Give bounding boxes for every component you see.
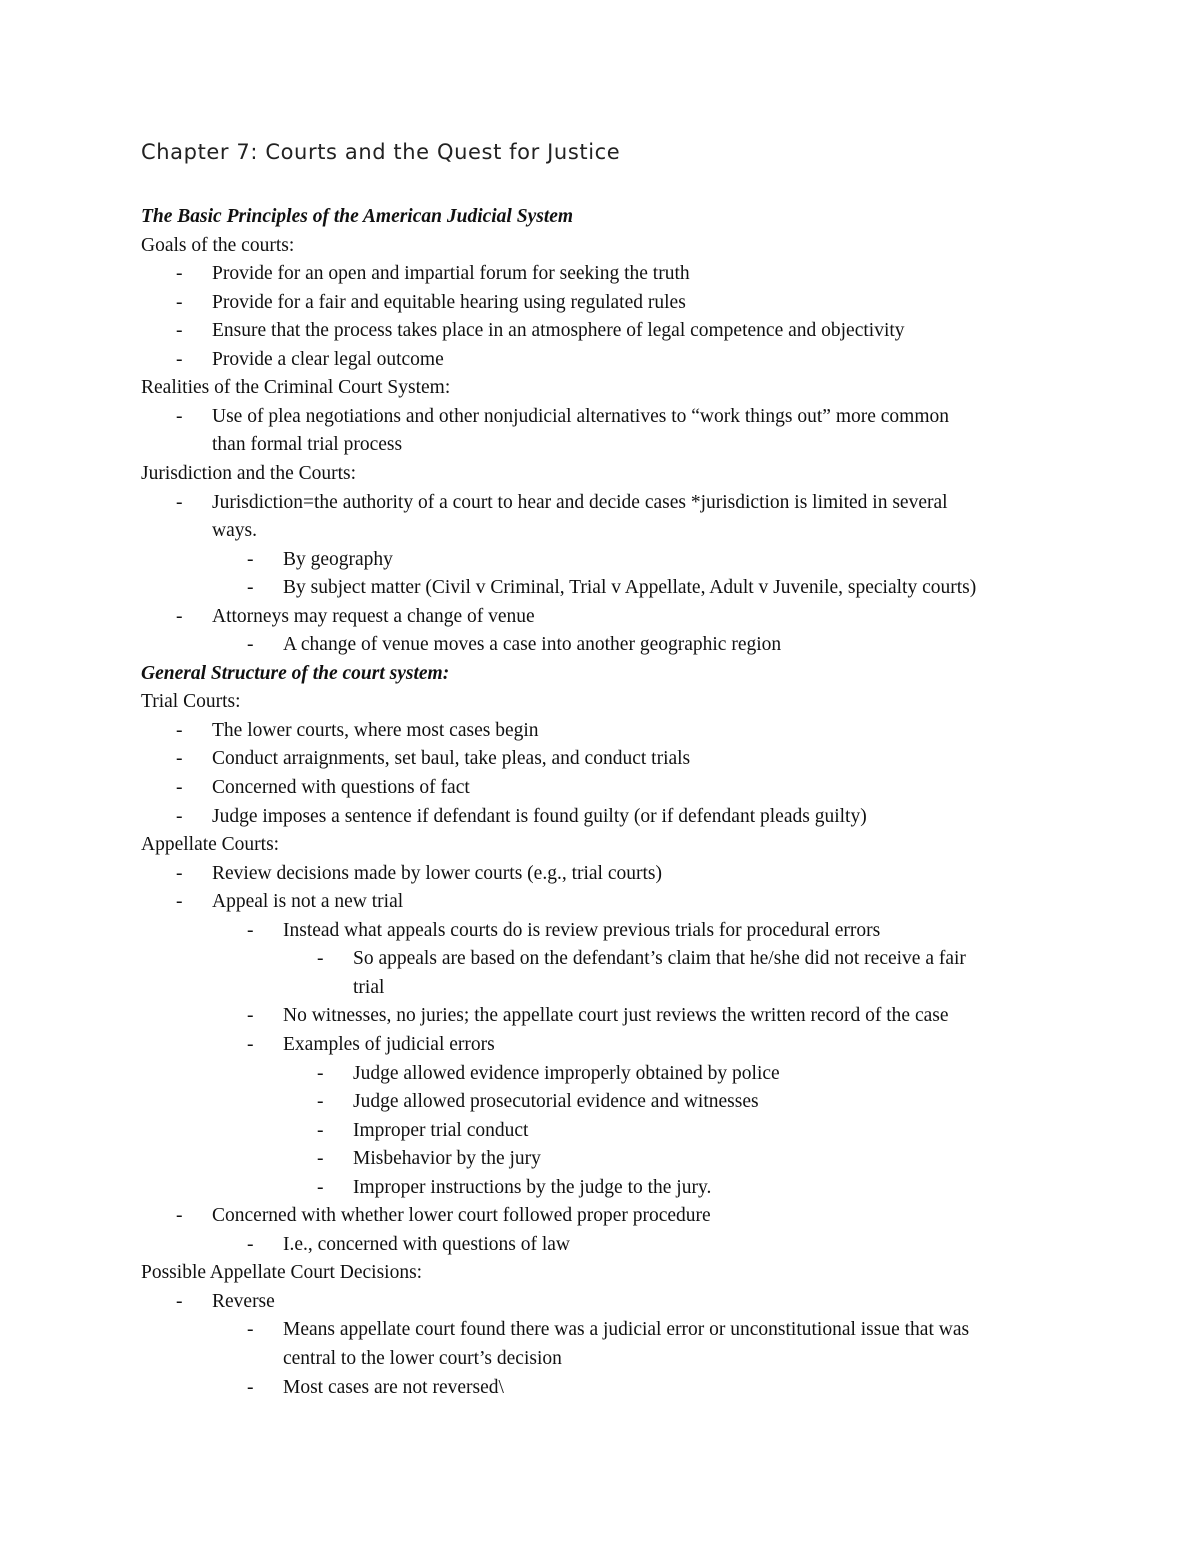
list-item-text: Judge imposes a sentence if defendant is found guilty (or if defendant pleads guilty) — [212, 805, 867, 827]
subheading-line: Jurisdiction and the Courts: — [141, 462, 357, 484]
list-item-text: Concerned with questions of fact — [212, 777, 470, 798]
bullet-dash: - — [317, 1119, 324, 1141]
bullet-dash: - — [176, 891, 183, 913]
list-item-text: Provide for an open and impartial forum for seeking the truth — [212, 263, 690, 285]
list-item-text: Jurisdiction=the authority of a court to hear and decide cases *jurisdiction is limited in several — [212, 491, 948, 513]
list-item-text: Review decisions made by lower courts (e.g., trial courts) — [212, 862, 662, 884]
bullet-dash: - — [247, 1233, 254, 1255]
bullet-dash: - — [176, 263, 183, 285]
list-item-text: Misbehavior by the jury — [353, 1148, 541, 1170]
list-item-text: Concerned with whether lower court followed proper procedure — [212, 1205, 711, 1227]
bullet-dash: - — [247, 1005, 254, 1027]
subheading-line: Possible Appellate Court Decisions: — [141, 1262, 423, 1284]
list-item-text: Examples of judicial errors — [283, 1033, 495, 1055]
bullet-dash: - — [317, 1091, 324, 1113]
list-item-text: Use of plea negotiations and other nonjudicial alternatives to “work things out” more common — [212, 405, 950, 427]
bullet-dash: - — [176, 320, 183, 342]
list-item-text: Reverse — [212, 1290, 275, 1312]
subheading-line: Realities of the Criminal Court System: — [141, 377, 451, 399]
list-item-text: The lower courts, where most cases begin — [212, 719, 539, 741]
list-item-text: Judge allowed prosecutorial evidence and witnesses — [353, 1091, 759, 1113]
list-item-text: Improper instructions by the judge to the jury. — [353, 1176, 712, 1198]
bullet-dash: - — [247, 919, 254, 941]
section-heading: The Basic Principles of the American Judicial System — [141, 206, 574, 227]
list-item-text: A change of venue moves a case into another geographic region — [283, 634, 782, 656]
list-item-text: Attorneys may request a change of venue — [212, 605, 535, 627]
bullet-dash: - — [176, 748, 183, 770]
list-item-text: ways. — [212, 520, 257, 542]
bullet-dash: - — [247, 548, 254, 570]
bullet-dash: - — [247, 1376, 254, 1398]
subheading-line: Trial Courts: — [141, 691, 241, 713]
bullet-dash: - — [317, 948, 324, 970]
bullet-dash: - — [176, 777, 183, 798]
bullet-dash: - — [247, 634, 254, 656]
list-item-text: Means appellate court found there was a judicial error or unconstitutional issue that was — [283, 1319, 970, 1341]
list-item-text: Ensure that the process takes place in an atmosphere of legal competence and objectivity — [212, 320, 905, 342]
bullet-dash: - — [176, 719, 183, 741]
list-item-text: Improper trial conduct — [353, 1119, 529, 1141]
subheading-line: Goals of the courts: — [141, 234, 295, 256]
bullet-dash: - — [176, 291, 183, 313]
list-item-text: Instead what appeals courts do is review previous trials for procedural errors — [283, 919, 881, 941]
bullet-dash: - — [176, 491, 183, 513]
section-heading: General Structure of the court system: — [141, 662, 450, 684]
bullet-dash: - — [247, 577, 254, 599]
bullet-dash: - — [247, 1033, 254, 1055]
list-item-text: By geography — [283, 548, 393, 570]
list-item-text: central to the lower court’s decision — [283, 1348, 562, 1369]
bullet-dash: - — [176, 805, 183, 827]
list-item-text: Appeal is not a new trial — [212, 891, 404, 913]
list-item-text: Most cases are not reversed\ — [283, 1376, 504, 1398]
bullet-dash: - — [317, 1176, 324, 1198]
bullet-dash: - — [247, 1319, 254, 1341]
list-item-text: Judge allowed evidence improperly obtained by police — [353, 1062, 780, 1084]
list-item-text: No witnesses, no juries; the appellate court just reviews the written record of the case — [283, 1005, 949, 1027]
bullet-dash: - — [317, 1062, 324, 1084]
list-item-text: Provide for a fair and equitable hearing using regulated rules — [212, 291, 686, 313]
bullet-dash: - — [317, 1148, 324, 1170]
list-item-text: trial — [353, 976, 385, 998]
list-item-text: I.e., concerned with questions of law — [283, 1233, 570, 1255]
document-title: Chapter 7: Courts and the Quest for Justice — [141, 140, 621, 164]
list-item-text: By subject matter (Civil v Criminal, Trial v Appellate, Adult v Juvenile, specialty courts) — [283, 577, 977, 599]
bullet-dash: - — [176, 1290, 183, 1312]
list-item-text: So appeals are based on the defendant’s claim that he/she did not receive a fair — [353, 948, 966, 970]
list-item-text: Conduct arraignments, set baul, take pleas, and conduct trials — [212, 748, 691, 770]
bullet-dash: - — [176, 348, 183, 370]
list-item-text: Provide a clear legal outcome — [212, 348, 444, 370]
subheading-line: Appellate Courts: — [141, 834, 280, 856]
bullet-dash: - — [176, 405, 183, 427]
list-item-text: than formal trial process — [212, 434, 403, 456]
bullet-dash: - — [176, 605, 183, 627]
bullet-dash: - — [176, 862, 183, 884]
bullet-dash: - — [176, 1205, 183, 1227]
